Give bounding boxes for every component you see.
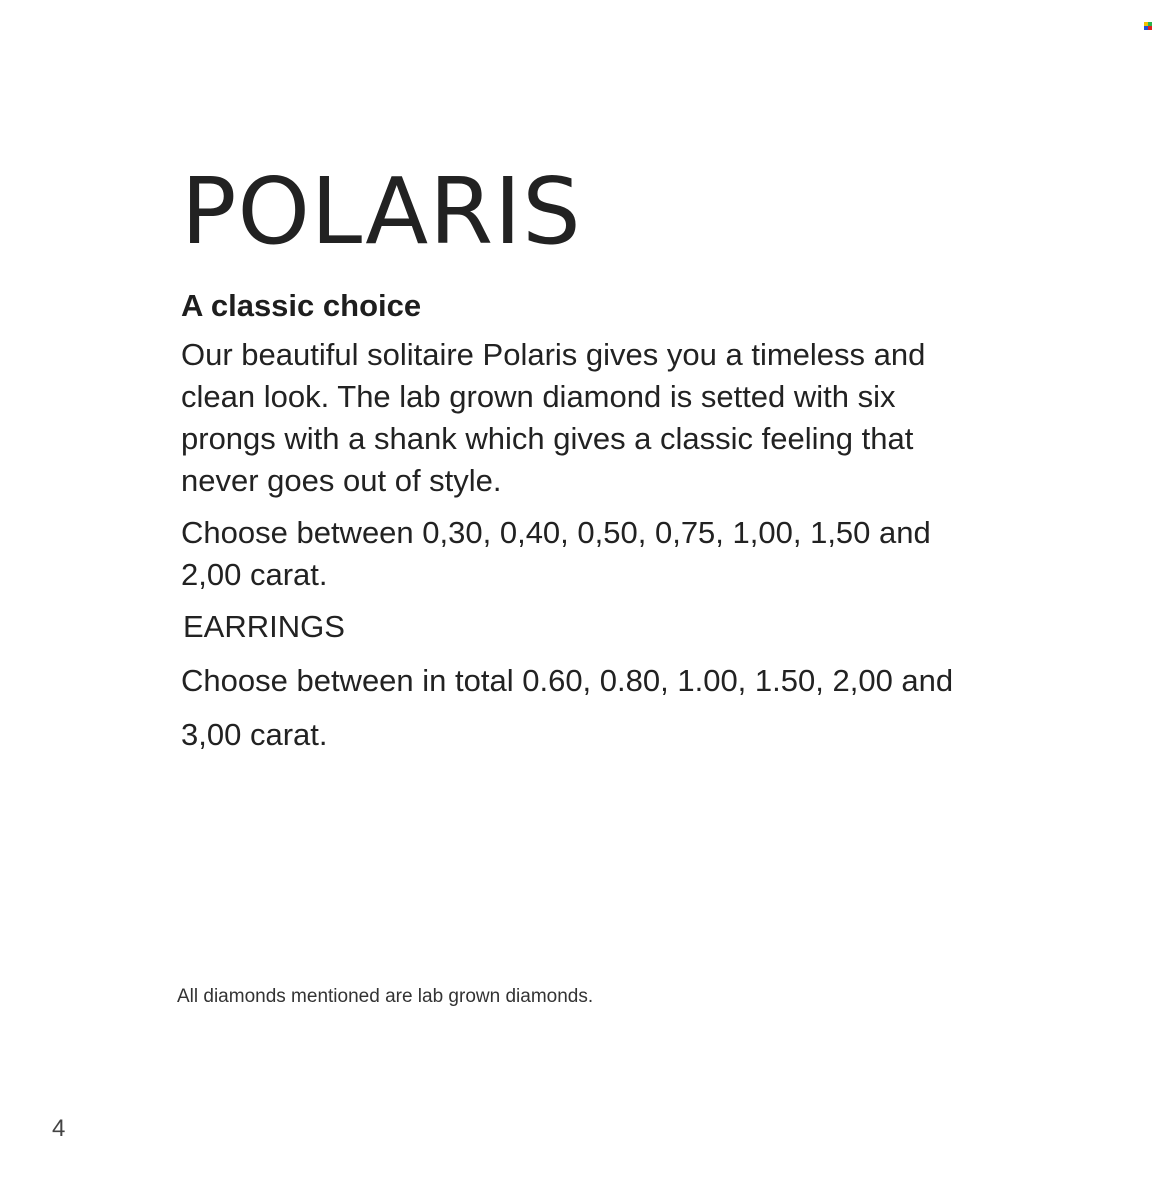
ring-carat-options: Choose between 0,30, 0,40, 0,50, 0,75, 1,00, 1,50 and 2,00 carat. [181, 515, 931, 592]
red-square-icon [1148, 26, 1152, 30]
subtitle: A classic choice [181, 288, 422, 323]
intro-paragraph: Our beautiful solitaire Polaris gives you a timeless and clean look. The lab grown diamond is setted with six prongs with a shank which gives a classic feeling that never goes out of style. [181, 337, 926, 498]
earrings-heading: EARRINGS [183, 609, 345, 644]
page-title: POLARIS [181, 158, 582, 265]
earrings-carat-options: Choose between in total 0.60, 0.80, 1.00, 1.50, 2,00 and 3,00 carat. [181, 663, 954, 752]
color-mark-icon [1144, 22, 1152, 30]
page-number: 4 [52, 1115, 66, 1142]
footnote: All diamonds mentioned are lab grown diamonds. [177, 986, 594, 1007]
main-content [181, 160, 981, 762]
